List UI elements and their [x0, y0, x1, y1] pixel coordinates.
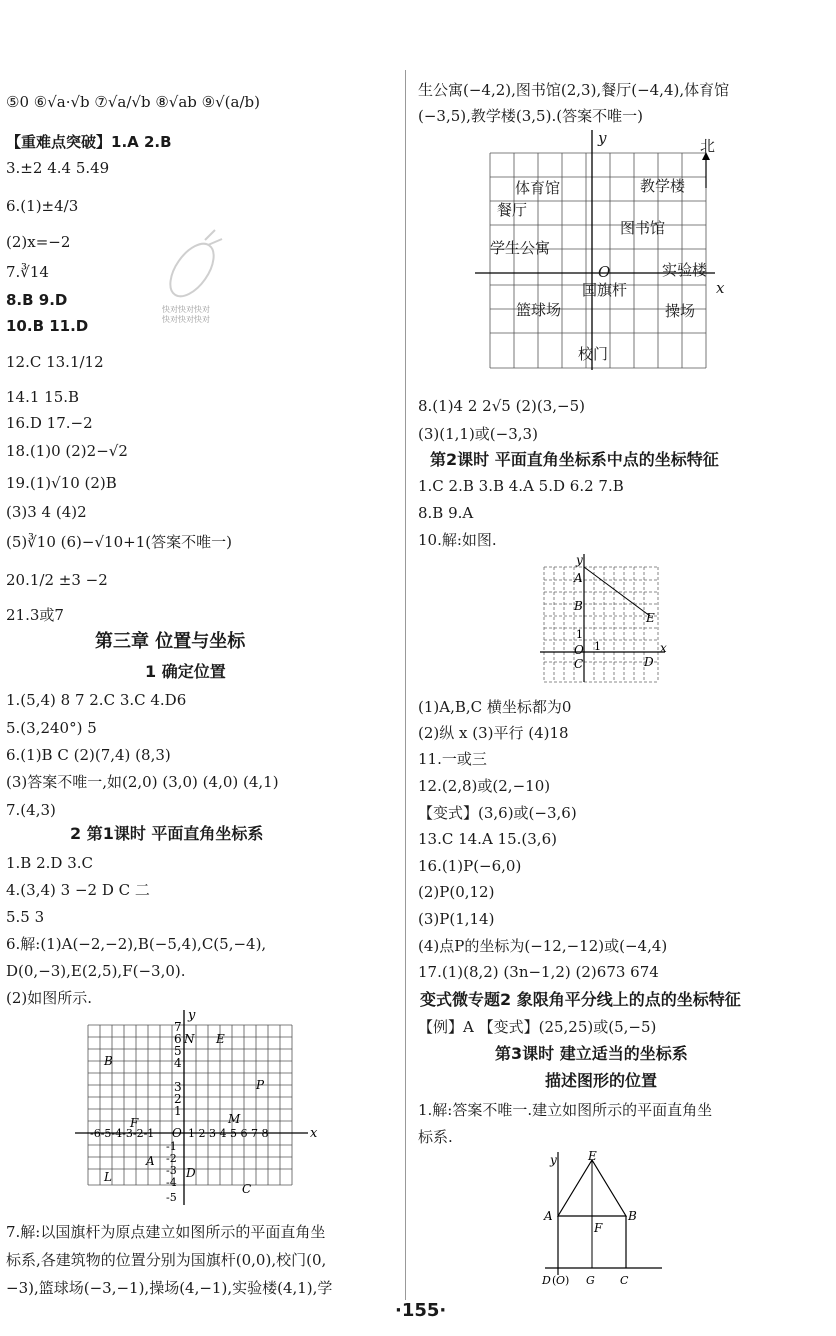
map-flagpole: 国旗杆 — [582, 281, 628, 299]
left-column-line: (2)如图所示. — [6, 989, 93, 1007]
right-column-line: (3)P(1,14) — [418, 910, 495, 928]
svg-text:F: F — [130, 1116, 139, 1130]
left-column-line: 6.(1)B C (2)(7,4) (8,3) — [6, 746, 171, 764]
svg-text:O: O — [172, 1126, 182, 1140]
right-column-line: 8.(1)4 2 2√5 (2)(3,−5) — [418, 397, 585, 415]
left-column-line: (3)3 4 (4)2 — [6, 503, 87, 521]
svg-text:1: 1 — [174, 1104, 182, 1118]
q10-figure — [540, 552, 670, 691]
right-column-line: 标系. — [418, 1128, 453, 1146]
right-column-line: 12.(2,8)或(2,−10) — [418, 777, 551, 795]
svg-text:-1: -1 — [166, 1140, 177, 1153]
left-column-line: 18.(1)0 (2)2−√2 — [6, 442, 128, 460]
left-column-line: 5.5 3 — [6, 908, 45, 926]
left-column-line: 21.3或7 — [6, 606, 64, 624]
svg-text:1 2 3 4 5 6 7 8: 1 2 3 4 5 6 7 8 — [188, 1127, 269, 1140]
left-column-line: 6.解:(1)A(−2,−2),B(−5,4),C(5,−4), — [6, 935, 267, 953]
left-column-line: 5.(3,240°) 5 — [6, 719, 97, 737]
left-column-line: 7.(4,3) — [6, 801, 56, 819]
svg-text:E: E — [646, 611, 655, 625]
map-y-label: y — [598, 129, 607, 147]
svg-text:): ) — [565, 1274, 570, 1287]
left-column-line: 4.(3,4) 3 −2 D C 二 — [6, 881, 150, 899]
right-column-line: (1)A,B,C 横坐标都为0 — [418, 698, 572, 716]
left-column-line: (2)x=−2 — [6, 233, 71, 251]
right-column-line: 【例】A 【变式】(25,25)或(5,−5) — [418, 1018, 657, 1036]
right-column-line: 13.C 14.A 15.(3,6) — [418, 830, 557, 848]
svg-text:-2: -2 — [166, 1152, 177, 1165]
svg-text:2: 2 — [174, 1092, 182, 1106]
right-column-line: 1.C 2.B 3.B 4.A 5.D 6.2 7.B — [418, 477, 624, 495]
left-column-line: −3),篮球场(−3,−1),操场(4,−1),实验楼(4,1),学 — [6, 1279, 333, 1297]
map-lab: 实验楼 — [662, 261, 708, 279]
svg-text:y: y — [188, 1008, 196, 1023]
svg-text:D: D — [542, 1274, 551, 1287]
right-column-line: 17.(1)(8,2) (3n−1,2) (2)673 674 — [418, 963, 659, 981]
svg-text:6: 6 — [174, 1032, 182, 1046]
lesson3-subtitle: 描述图形的位置 — [545, 1071, 658, 1090]
svg-text:-3: -3 — [166, 1164, 177, 1177]
svg-text:(: ( — [552, 1274, 557, 1287]
svg-text:N: N — [184, 1032, 195, 1046]
svg-text:A: A — [574, 571, 583, 585]
map-x-label: x — [716, 279, 725, 297]
svg-text:A: A — [146, 1154, 155, 1168]
svg-text:5: 5 — [174, 1044, 182, 1058]
svg-text:G: G — [586, 1274, 595, 1287]
left-column-line: 20.1/2 ±3 −2 — [6, 571, 108, 589]
left-column-line: 8.B 9.D — [6, 291, 68, 309]
left-column-line: 7.解:以国旗杆为原点建立如图所示的平面直角坐 — [6, 1223, 326, 1241]
right-column-line: 16.(1)P(−6,0) — [418, 857, 522, 875]
svg-text:y: y — [550, 1153, 557, 1167]
left-column-line: (5)∛10 (6)−√10+1(答案不唯一) — [6, 533, 232, 551]
svg-text:7: 7 — [174, 1020, 182, 1034]
left-grid-figure — [70, 1005, 330, 1214]
right-column-line: 10.解:如图. — [418, 531, 497, 549]
svg-text:C: C — [242, 1182, 252, 1196]
left-column-line: 6.(1)±4/3 — [6, 197, 79, 215]
svg-text:P: P — [256, 1078, 265, 1092]
right-column-line: 【变式】(3,6)或(−3,6) — [418, 804, 577, 822]
svg-text:M: M — [228, 1112, 241, 1126]
right-column-line: (2)P(0,12) — [418, 883, 495, 901]
svg-text:D: D — [186, 1166, 196, 1180]
svg-text:E: E — [216, 1032, 225, 1046]
svg-text:x: x — [310, 1126, 318, 1141]
right-column-line: (4)点P的坐标为(−12,−12)或(−4,4) — [418, 937, 668, 955]
svg-text:x: x — [660, 641, 667, 655]
svg-text:3: 3 — [174, 1080, 182, 1094]
svg-text:C: C — [620, 1274, 629, 1287]
left-column-line: D(0,−3),E(2,5),F(−3,0). — [6, 962, 186, 980]
map-gym: 体育馆 — [515, 179, 561, 197]
svg-text:F: F — [594, 1221, 603, 1235]
svg-text:L: L — [104, 1170, 112, 1184]
map-canteen: 餐厅 — [497, 201, 528, 219]
svg-text:B: B — [104, 1054, 113, 1068]
house-figure — [540, 1150, 665, 1294]
map-teaching-building: 教学楼 — [640, 177, 686, 195]
left-column-line: 19.(1)√10 (2)B — [6, 474, 117, 492]
right-column-line: (−3,5),教学楼(3,5).(答案不唯一) — [418, 107, 643, 125]
watermark-text: 快对快对快对 快对快对快对 — [162, 305, 210, 324]
chapter-title: 第三章 位置与坐标 — [95, 631, 246, 652]
svg-text:1: 1 — [594, 640, 601, 653]
svg-text:A: A — [544, 1209, 553, 1223]
svg-text:-6-5-4-3-2-1: -6-5-4-3-2-1 — [90, 1127, 155, 1140]
svg-text:1: 1 — [576, 628, 583, 641]
lesson2-title: 第2课时 平面直角坐标系中点的坐标特征 — [430, 450, 719, 469]
right-column-line: 生公寓(−4,2),图书馆(2,3),餐厅(−4,4),体育馆 — [418, 81, 730, 99]
section-title-2: 2 第1课时 平面直角坐标系 — [70, 824, 264, 843]
left-column-line: 1.B 2.D 3.C — [6, 854, 93, 872]
left-column-line: 16.D 17.−2 — [6, 414, 93, 432]
right-column-line: 1.解:答案不唯一.建立如图所示的平面直角坐 — [418, 1101, 713, 1119]
map-library: 图书馆 — [620, 219, 666, 237]
carrot-logo — [160, 225, 230, 309]
svg-text:B: B — [574, 599, 583, 613]
left-column-line: 10.B 11.D — [6, 317, 89, 335]
left-column-line: 3.±2 4.4 5.49 — [6, 159, 110, 177]
right-column-line: (2)纵 x (3)平行 (4)18 — [418, 724, 569, 742]
svg-text:-5: -5 — [166, 1191, 177, 1204]
section-title-1: 1 确定位置 — [145, 662, 226, 681]
svg-text:-4: -4 — [166, 1176, 177, 1189]
map-playground: 操场 — [665, 302, 696, 320]
left-column-line: ⑤0 ⑥√a·√b ⑦√a/√b ⑧√ab ⑨√(a/b) — [6, 93, 260, 111]
svg-text:O: O — [574, 643, 584, 657]
svg-text:y: y — [576, 553, 583, 567]
svg-text:4: 4 — [174, 1056, 182, 1070]
right-column-line: 8.B 9.A — [418, 504, 474, 522]
map-origin: O — [598, 263, 611, 281]
left-column-line: 【重难点突破】1.A 2.B — [6, 133, 172, 151]
special-topic-title: 变式微专题2 象限角平分线上的点的坐标特征 — [420, 990, 741, 1009]
map-north-label: 北 — [700, 137, 716, 155]
svg-text:D: D — [644, 655, 654, 669]
right-column-line: 11.一或三 — [418, 750, 487, 768]
page-number: ·155· — [395, 1300, 447, 1321]
map-basketball-court: 篮球场 — [516, 301, 562, 319]
left-column-line: (3)答案不唯一,如(2,0) (3,0) (4,0) (4,1) — [6, 773, 279, 791]
map-school-gate: 校门 — [578, 345, 609, 363]
svg-text:O: O — [556, 1274, 566, 1287]
left-column-line: 7.∛14 — [6, 263, 49, 281]
left-column-line: 标系,各建筑物的位置分别为国旗杆(0,0),校门(0, — [6, 1251, 327, 1269]
left-column-line: 14.1 15.B — [6, 388, 80, 406]
map-dormitory: 学生公寓 — [490, 239, 551, 257]
right-column-line: (3)(1,1)或(−3,3) — [418, 425, 538, 443]
svg-text:B: B — [628, 1209, 637, 1223]
svg-text:C: C — [574, 657, 584, 671]
svg-text:E: E — [588, 1150, 597, 1163]
lesson3-title: 第3课时 建立适当的坐标系 — [495, 1044, 688, 1063]
left-column-line: 12.C 13.1/12 — [6, 353, 104, 371]
column-divider — [405, 70, 406, 1300]
left-column-line: 1.(5,4) 8 7 2.C 3.C 4.D6 — [6, 691, 187, 709]
